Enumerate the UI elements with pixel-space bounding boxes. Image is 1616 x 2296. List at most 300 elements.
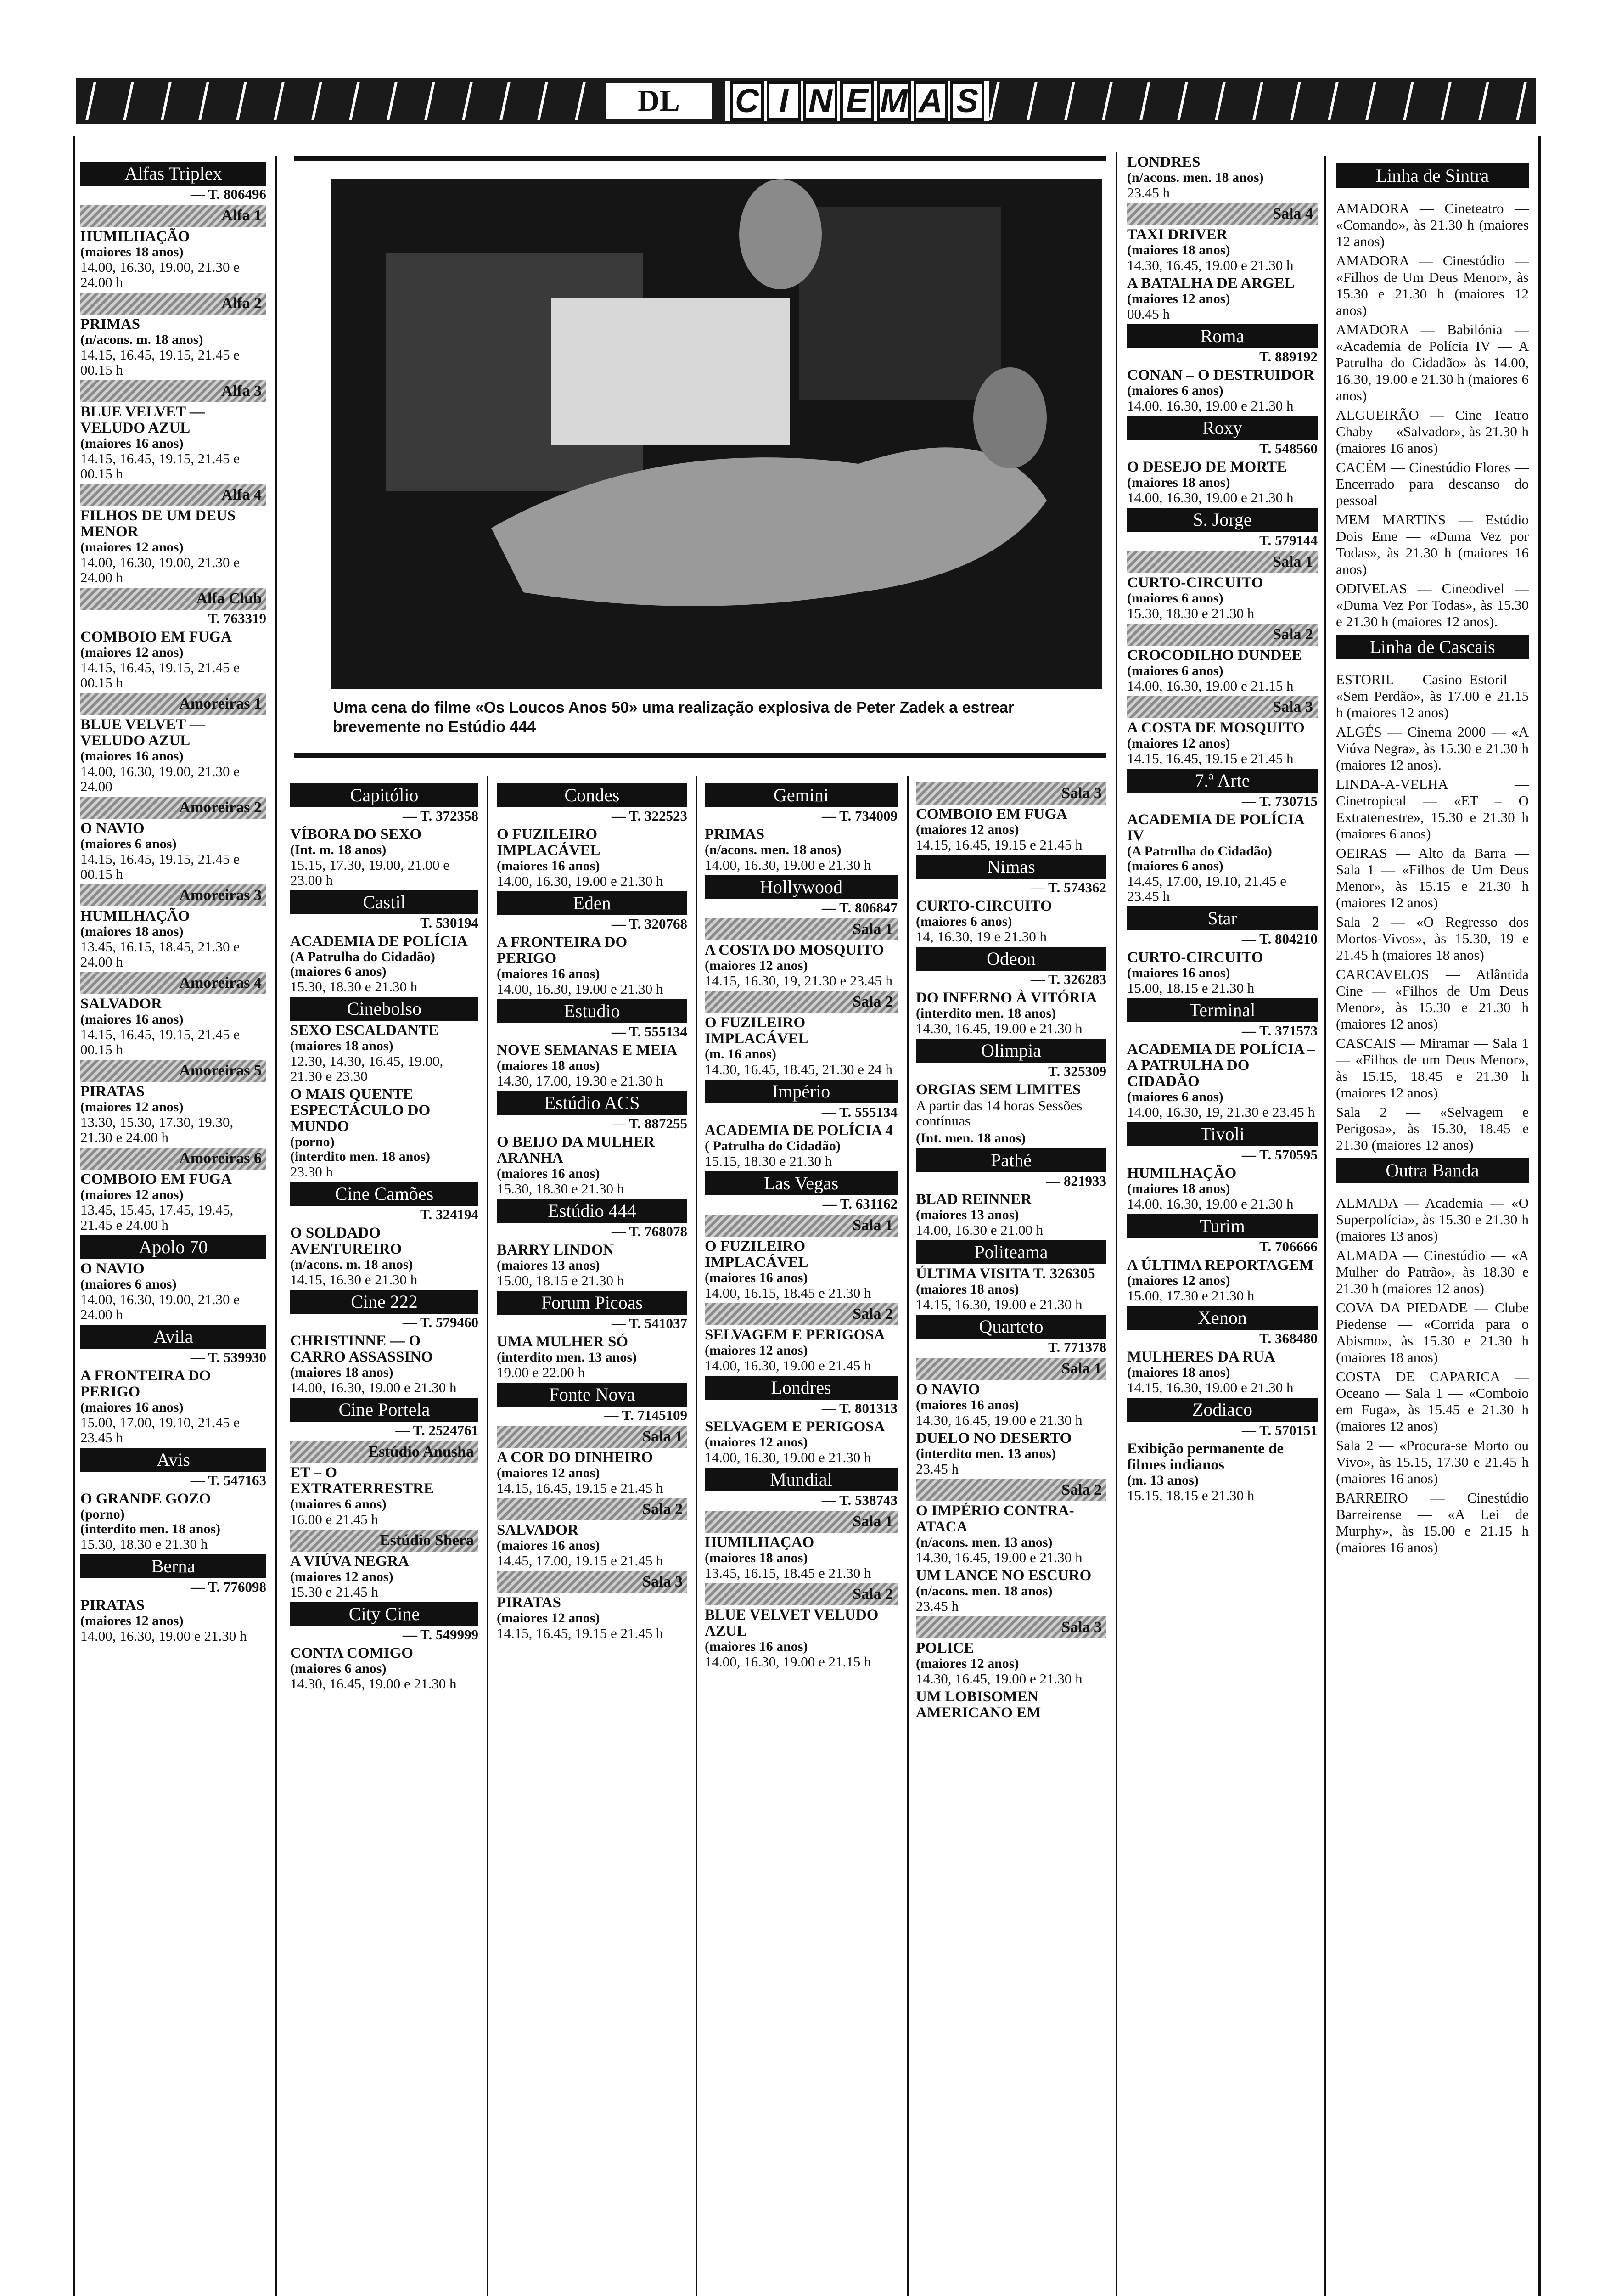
masthead-divider [1064,82,1075,120]
cinema-header: Tivoli [1127,1122,1318,1146]
region-listing: AMADORA — Cinestúdio — «Filhos de Um Deus Menor», às 15.30 e 21.30 h (maiores 12 anos) [1336,253,1529,318]
screen-header: Sala 1 [705,918,898,940]
age-rating: (porno) [80,1507,125,1522]
masthead-divider [1478,82,1489,120]
phone-number: — T. 372358 [402,808,478,824]
cinema-header: Estudio [497,999,687,1023]
masthead-divider [1516,82,1527,120]
phone-number: — T. 570151 [1241,1422,1318,1438]
film-title: UM LANCE NO ESCURO [916,1567,1092,1584]
showtimes: 13.45, 16.15, 18.45 e 21.30 h [705,1565,871,1581]
age-rating: (maiores 16 anos) [80,1012,184,1027]
age-rating: (maiores 12 anos) [80,1187,184,1202]
cinema-header: Avila [80,1325,266,1349]
showtimes: 14.00, 16.30, 19.00 e 21.30 h [1127,490,1294,506]
cinema-header: Império [705,1080,898,1103]
age-rating: (maiores 12 anos) [497,1465,600,1480]
showtimes: 16.00 e 21.45 h [290,1511,379,1527]
age-rating: (maiores 12 anos) [1127,291,1230,306]
film-title: A FRONTEIRA DO PERIGO [80,1367,211,1400]
age-rating: (maiores 16 anos) [497,1166,600,1181]
film-title: COMBOIO EM FUGA [916,806,1067,822]
showtimes: 14.15, 16.45, 19.15, 21.45 e 00.15 h [80,347,240,378]
age-rating: (maiores 16 anos) [497,966,600,981]
phone-number: — T. 2524761 [395,1422,478,1438]
region-listing: Sala 2 — «O Regresso dos Mortos-Vivos», às 15.30, 19 e 21.45 h (maiores 18 anos) [1336,914,1529,963]
showtimes: 14.00, 16.30, 19.00 e 21.30 h [497,873,663,889]
showtimes: 14.00, 16.30, 19.00 e 21.30 h [1127,1196,1294,1212]
cinema-header: Nimas [916,855,1106,879]
phone-number: T. 368480 [1259,1330,1318,1346]
age-rating: (maiores 18 anos) [1127,1365,1230,1380]
showtimes: 14.30, 16.45, 19.00 e 21.30 h [916,1020,1083,1036]
title-letter: I [767,81,801,121]
cinema-header: Cine Portela [290,1398,478,1422]
age-rating: (maiores 12 anos) [80,645,184,660]
masthead-divider [1139,82,1150,120]
age-rating: (maiores 16 anos) [80,748,184,764]
phone-number: — T. 547163 [190,1472,266,1488]
screen-header: Sala 2 [1127,624,1318,646]
cinema-header: 7.ª Arte [1127,769,1318,793]
screen-header: Sala 1 [705,1511,898,1533]
showtimes: 15.15, 18.30 e 21.30 h [705,1153,832,1169]
masthead-divider [236,82,247,120]
showtimes: 14.45, 17.00, 19.15 e 21.45 h [497,1553,663,1569]
phone-number: T. 763319 [208,610,266,626]
age-rating: (maiores 18 anos) [1127,1181,1230,1196]
film-title: PRIMAS [705,826,765,843]
film-still-illustration [331,179,1102,689]
cinema-header: Fonte Nova [497,1383,687,1407]
age-rating: (n/acons. men. 18 anos) [916,1583,1053,1598]
showtimes: 14.00, 16.30, 19.00 e 21.15 h [1127,678,1294,694]
age-rating: (maiores 6 anos) [916,914,1012,929]
title-letter: S [950,81,984,121]
screen-header: Amoreiras 4 [80,972,266,994]
phone-number: — T. 806847 [821,900,898,916]
showtimes: 15.30, 18.30 e 21.30 h [1127,605,1255,621]
phone-number: T. 771378 [1048,1339,1106,1355]
age-rating: (maiores 16 anos) [916,1397,1019,1412]
showtimes: A partir das 14 horas Sessões contínuas [916,1097,1083,1129]
phone-number: — T. 730715 [1241,793,1318,809]
showtimes: 14.15, 16.45, 19.15, 21.45 e 00.15 h [80,659,240,691]
showtimes: 12.30, 14.30, 16.45, 19.00, 21.30 e 23.30 [290,1053,443,1084]
film-title: ACADEMIA DE POLÍCIA IV [1127,811,1304,844]
showtimes: 14.30, 16.45, 19.00 e 21.30 h [916,1549,1083,1565]
masthead-divider [1365,82,1376,120]
showtimes: 13.45, 16.15, 18.45, 21.30 e 24.00 h [80,939,240,970]
column-rule [1116,152,1117,2296]
film-title: PRIMAS [80,316,140,332]
masthead-divider [198,82,209,120]
phone-number: — T. 801313 [821,1400,898,1416]
region-listing: CARCAVELOS — Atlântida Cine — «Filhos de Um Deus Menor», às 15.30 e 21.30 h (maiores 12 anos) [1336,966,1529,1032]
masthead-logo: DL [606,83,712,119]
showtimes: 14.00, 16.30, 19.00 e 21.30 h [1127,398,1294,414]
age-rating: (n/acons. men. 18 anos) [1127,170,1264,185]
showtimes: 13.30, 15.30, 17.30, 19.30, 21.30 e 24.00 h [80,1114,234,1145]
age-rating: (Int. m. 18 anos) [290,842,387,857]
film-title: A ÚLTIMA REPORTAGEM [1127,1257,1313,1273]
photo-bottom-rule [294,753,1106,758]
showtimes: 14.15, 16.30, 19, 21.30 e 23.45 h [705,973,893,989]
screen-header: Amoreiras 5 [80,1060,266,1082]
age-rating: (maiores 16 anos) [497,858,600,873]
phone-number: — T. 320768 [611,916,687,932]
age-rating: (maiores 16 anos) [705,1639,808,1654]
film-title: BLUE VELVET — VELUDO AZUL [80,404,205,436]
age-rating: (maiores 18 anos) [497,1058,600,1073]
film-title: O GRANDE GOZO [80,1491,211,1507]
frame-left [73,136,75,2296]
cinema-header: Odeon [916,947,1106,971]
film-title: PIRATAS [497,1594,561,1611]
cinema-header: S. Jorge [1127,508,1318,532]
film-title: BLUE VELVET VELUDO AZUL [705,1607,879,1639]
showtimes: 14.30, 16.45, 18.45, 21.30 e 24 h [705,1061,893,1077]
film-title: UM LOBISOMEN AMERICANO EM [916,1688,1041,1721]
film-title: Exibição permanente de filmes indianos [1127,1441,1284,1473]
film-title: ÚLTIMA VISITA T. 326305 [916,1266,1095,1282]
frame-right [1538,136,1541,2296]
region-listing: ALGUEIRÃO — Cine Teatro Chaby — «Salvador», às 21.30 h (maiores 16 anos) [1336,407,1529,456]
screen-header: Sala 4 [1127,203,1318,225]
age-rating: (n/acons. men. 18 anos) [705,842,842,857]
showtimes: 23.45 h [1127,185,1170,201]
photo-caption: Uma cena do filme «Os Loucos Anos 50» uma realização explosiva de Peter Zadek a estrear brevemente no Estúdio 444 [333,699,1015,736]
showtimes: 00.45 h [1127,306,1170,322]
age-rating: (maiores 6 anos) [80,1277,177,1292]
phone-number: — T. 326283 [1030,971,1106,987]
film-title: NOVE SEMANAS E MEIA [497,1042,678,1058]
masthead-divider [1177,82,1188,120]
showtimes: 14.00, 16.15, 18.45 e 21.30 h [705,1285,871,1301]
film-title: BLUE VELVET — VELUDO AZUL [80,716,205,749]
showtimes: 14.00, 16.30, 19.00, 21.30 e 24.00 [80,763,240,794]
showtimes: 14.15, 16.45, 19.15 e 21.45 h [1127,750,1294,766]
film-title: CURTO-CIRCUITO [1127,574,1263,591]
masthead-divider [85,82,96,120]
film-title: FILHOS DE UM DEUS MENOR [80,507,236,540]
phone-number: — T. 549999 [402,1626,478,1643]
film-title: SALVADOR [497,1522,578,1538]
age-rating: (maiores 18 anos) [916,1282,1019,1297]
masthead-divider [1290,82,1301,120]
title-letter: A [914,81,948,121]
screen-header: Alfa Club [80,588,266,610]
film-title: O FUZILEIRO IMPLACÁVEL [705,1014,808,1047]
phone-number: — T. 804210 [1241,931,1318,947]
showtimes: 15.00, 17.00, 19.10, 21.45 e 23.45 h [80,1414,240,1446]
cinema-header: Turim [1127,1214,1318,1238]
region-listing: MEM MARTINS — Estúdio Dois Eme — «Duma Vez por Todas», às 21.30 h (maiores 16 anos) [1336,512,1529,577]
cinema-header: Gemini [705,783,898,807]
masthead-divider [311,82,322,120]
film-title: O FUZILEIRO IMPLACÁVEL [705,1238,808,1271]
masthead-divider [1102,82,1113,120]
showtimes: 14.15, 16.45, 19.15 e 21.45 h [497,1480,663,1496]
showtimes: 14.00, 16.30, 19.00 e 21.30 h [705,1449,871,1465]
showtimes: 14.30, 16.45, 19.00 e 21.30 h [290,1676,457,1692]
screen-header: Alfa 1 [80,205,266,227]
masthead-divider [1441,82,1452,120]
region-listing: ALMADA — Cinestúdio — «A Mulher do Patrão», às 18.30 e 21.30 h (maiores 12 anos) [1336,1247,1529,1296]
showtimes: 15.00, 18.15 e 21.30 h [497,1272,624,1289]
showtimes: 14.15, 16.45, 19.15, 21.45 e 00.15 h [80,450,240,482]
showtimes: 14.00, 16.30, 19.00, 21.30 e 24.00 h [80,554,240,585]
showtimes: 14.00, 16.30 e 21.00 h [916,1222,1044,1238]
age-rating: (interdito men. 18 anos) [290,1149,430,1164]
cinema-header: Olimpia [916,1039,1106,1063]
screen-header: Sala 1 [497,1426,687,1448]
age-rating: (maiores 12 anos) [916,822,1019,837]
film-title: HUMILHAÇÃO [80,228,190,245]
film-title: PIRATAS [80,1083,145,1100]
cinema-header: City Cine [290,1602,478,1626]
phone-number: — T. 539930 [190,1349,266,1365]
showtimes: 14.30, 16.45, 19.00 e 21.30 h [916,1671,1083,1687]
cinema-header: Mundial [705,1468,898,1491]
screen-header: Sala 3 [497,1571,687,1593]
screen-header: Sala 3 [1127,696,1318,718]
region-listing: CACÉM — Cinestúdio Flores — Encerrado para descanso do pessoal [1336,459,1529,508]
film-title: O DESEJO DE MORTE [1127,459,1287,475]
cinema-header: Xenon [1127,1306,1318,1330]
film-title: LONDRES [1127,154,1201,170]
age-rating: (interdito men. 18 anos) [916,1006,1056,1021]
region-listing: BARREIRO — Cinestúdio Barreirense — «A Lei de Murphy», às 15.00 e 21.15 h (maiores 16 anos) [1336,1490,1529,1555]
listings-column-3 [497,781,687,1643]
film-title: SELVAGEM E PERIGOSA [705,1327,885,1343]
cinema-header: Estúdio ACS [497,1091,687,1115]
film-title: A COR DO DINHEIRO [497,1449,653,1466]
phone-number: — T. 538743 [821,1492,898,1508]
film-title: A BATALHA DE ARGEL [1127,275,1295,292]
cinema-header: Zodiaco [1127,1398,1318,1422]
film-title: ACADEMIA DE POLÍCIA [290,933,468,950]
cinema-header: Hollywood [705,875,898,899]
age-rating: (maiores 16 anos) [705,1270,808,1285]
film-title: O NAVIO [916,1381,980,1398]
age-rating: (m. 13 anos) [1127,1473,1199,1488]
cinema-header: Estúdio 444 [497,1199,687,1223]
phone-number: — T. 734009 [821,808,898,824]
masthead-divider [1027,82,1038,120]
masthead-divider [537,82,548,120]
showtimes: 14.00, 16.30, 19.00 e 21.15 h [705,1654,871,1670]
masthead-divider [1215,82,1226,120]
showtimes: 14.15, 16.45, 19.15, 21.45 e 00.15 h [80,1026,240,1058]
cinema-header: Politeama [916,1240,1106,1264]
age-rating: (maiores 6 anos) [1127,591,1223,606]
age-rating: (maiores 18 anos) [1127,242,1230,258]
cinema-header: Terminal [1127,998,1318,1022]
age-rating: (maiores 12 anos) [80,1099,184,1114]
age-rating: (maiores 16 anos) [1127,965,1230,980]
cinema-header: Cinebolso [290,997,478,1021]
film-title: ACADEMIA DE POLÍCIA 4 [705,1122,893,1139]
screen-header: Alfa 4 [80,484,266,506]
age-rating: (maiores 13 anos) [916,1207,1019,1222]
title-letter: C [730,81,764,121]
screen-header: Sala 1 [916,1358,1106,1380]
region-listing: OEIRAS — Alto da Barra — Sala 1 — «Filhos de Um Deus Menor», às 15.15 e 21.30 h (maiores 12 anos) [1336,845,1529,911]
region-header: Linha de Sintra [1336,163,1529,188]
region-header: Outra Banda [1336,1158,1529,1183]
phone-number: — T. 631162 [822,1196,898,1212]
cinema-header: Capitólio [290,783,478,807]
cinema-header: Roma [1127,324,1318,348]
column-rule [1324,156,1326,2296]
cinema-header: Alfas Triplex [80,162,266,186]
film-title: CHRISTINNE — O CARRO ASSASSINO [290,1333,433,1365]
showtimes: 15.00, 18.15 e 21.30 h [1127,980,1255,996]
showtimes: 14.00, 16.30, 19.00 e 21.30 h [290,1379,457,1396]
film-title: POLICE [916,1640,974,1656]
film-title: O FUZILEIRO IMPLACÁVEL [497,826,600,859]
phone-number: — T. 541037 [611,1315,687,1331]
age-rating: (interdito men. 13 anos) [916,1446,1056,1461]
film-title: UMA MULHER SÓ [497,1334,628,1350]
region-listing: ALMADA — Academia — «O Superpolícia», às 15.30 e 21.30 h (maiores 13 anos) [1336,1195,1529,1244]
showtimes: 14.45, 17.00, 19.10, 21.45 e 23.45 h [1127,873,1287,904]
age-rating: (maiores 6 anos) [290,1661,387,1676]
screen-header: Sala 3 [916,1616,1106,1638]
film-title: ACADEMIA DE POLÍCIA – A PATRULHA DO CIDADÃO [1127,1041,1315,1090]
showtimes: 14.00, 16.30, 19.00 e 21.30 h [705,857,871,873]
phone-number: — T. 776098 [190,1579,266,1595]
showtimes: 14.15, 16.45, 19.15 e 21.45 h [916,837,1083,853]
age-rating: (maiores 18 anos) [1127,475,1230,490]
film-title: O MAIS QUENTE ESPECTÁCULO DO MUNDO [290,1086,431,1135]
screen-header: Amoreiras 1 [80,693,266,715]
film-title: DUELO NO DESERTO [916,1430,1072,1446]
age-rating: (porno) [290,1134,335,1149]
phone-number: — T. 555134 [611,1024,687,1040]
showtimes: 14.30, 16.45, 19.00 e 21.30 h [916,1412,1083,1428]
age-rating: (maiores 6 anos) [1127,1089,1223,1104]
listings-column-6 [1127,152,1318,1506]
column-rule [907,776,909,2296]
screen-header: Sala 2 [497,1498,687,1520]
showtimes: 14.30, 16.45, 19.00 e 21.30 h [1127,257,1294,273]
listings-column-1 [80,159,266,1646]
screen-header: Sala 3 [916,782,1106,805]
film-title: A COSTA DE MOSQUITO [1127,720,1305,736]
showtimes: 14.00, 16.30, 19.00, 21.30 e 24.00 h [80,259,240,290]
cinema-header: Forum Picoas [497,1291,687,1315]
cinema-header: Berna [80,1554,266,1578]
phone-number: — T. 7145109 [604,1407,687,1423]
masthead-divider [989,82,1000,120]
masthead-divider [1403,82,1414,120]
showtimes: 14.00, 16.30, 19.00 e 21.30 h [497,981,663,997]
region-listing: Sala 2 — «Selvagem e Perigosa», às 15.30, 18.45 e 21.30 (maiores 12 anos) [1336,1104,1529,1153]
age-rating: (A Patrulha do Cidadão) [290,949,435,964]
masthead-divider [424,82,435,120]
age-rating: (maiores 12 anos) [80,540,184,555]
film-title: VÍBORA DO SEXO [290,826,422,843]
masthead-divider [1252,82,1263,120]
age-rating: (n/acons. m. 18 anos) [80,332,203,347]
film-still-photo [331,179,1102,689]
masthead-divider [462,82,473,120]
region-listing: ESTORIL — Casino Estoril — «Sem Perdão», às 17.00 e 21.15 h (maiores 12 anos) [1336,671,1529,720]
showtimes: 14.00, 16.30, 19.00, 21.30 e 24.00 h [80,1291,240,1322]
age-rating: (maiores 18 anos) [290,1038,393,1053]
age-rating: (maiores 16 anos) [80,436,184,451]
film-title: COMBOIO EM FUGA [80,1171,232,1187]
phone-number: — T. 768078 [611,1223,687,1239]
screen-header: Sala 2 [705,1303,898,1325]
age-rating: (maiores 6 anos) [290,964,387,979]
age-rating: (A Patrulha do Cidadão) [1127,844,1272,859]
cinema-header: Condes [497,783,687,807]
age-rating: (maiores 12 anos) [916,1656,1019,1671]
film-title: O SOLDADO AVENTUREIRO [290,1225,402,1257]
showtimes: 15.15, 17.30, 19.00, 21.00 e 23.00 h [290,857,450,888]
film-title: CURTO-CIRCUITO [916,898,1052,914]
phone-number: T. 579144 [1259,532,1318,548]
phone-number: — T. 555134 [821,1104,898,1120]
film-title: HUMILHAÇAO [705,1534,814,1551]
film-title: O IMPÉRIO CONTRA-ATACA [916,1503,1074,1535]
age-rating: (maiores 18 anos) [80,924,184,939]
age-rating: (maiores 6 anos) [290,1497,387,1512]
cinema-header: Londres [705,1376,898,1400]
phone-number: T. 325309 [1048,1063,1106,1079]
screen-header: Amoreiras 3 [80,884,266,906]
screen-header: Estúdio Shera [290,1530,478,1552]
screen-header: Sala 1 [705,1215,898,1237]
age-rating: (maiores 12 anos) [290,1569,393,1584]
cinema-header: Castil [290,890,478,914]
listings-column-regions [1336,159,1529,1559]
age-rating: (maiores 13 anos) [497,1258,600,1273]
film-title: DO INFERNO À VITÓRIA [916,990,1097,1006]
showtimes: 14.00, 16.30, 19.00 e 21.30 h [80,1628,247,1644]
photo-top-rule [294,156,1106,161]
age-rating: (maiores 6 anos) [80,836,177,851]
phone-number: T. 548560 [1259,440,1318,456]
film-title: BARRY LINDON [497,1242,614,1258]
age-rating: (m. 16 anos) [705,1047,776,1062]
region-listing: Sala 2 — «Procura-se Morto ou Vivo», às 15.15, 17.30 e 21.45 h (maiores 16 anos) [1336,1437,1529,1486]
film-title: A FRONTEIRA DO PERIGO [497,934,628,967]
column-rule [275,156,277,2296]
age-rating: (n/acons. m. 18 anos) [290,1257,413,1272]
showtimes: 13.45, 15.45, 17.45, 19.45, 21.45 e 24.00 h [80,1202,234,1233]
age-rating: (maiores 6 anos) [1127,858,1223,873]
masthead-divider [123,82,134,120]
showtimes: 15.30 e 21.45 h [290,1584,379,1600]
film-title: PIRATAS [80,1597,145,1614]
age-rating: (maiores 18 anos) [80,244,184,259]
showtimes: 14.30, 17.00, 19.30 e 21.30 h [497,1073,663,1089]
masthead-divider [274,82,285,120]
phone-number: — T. 322523 [611,808,687,824]
showtimes: 14, 16.30, 19 e 21.30 h [916,929,1047,945]
screen-header: Alfa 3 [80,380,266,402]
film-title: O BEIJO DA MULHER ARANHA [497,1134,655,1166]
age-rating: (maiores 12 anos) [80,1613,184,1628]
showtimes: 15.00, 17.30 e 21.30 h [1127,1288,1255,1304]
age-rating: (maiores 18 anos) [705,1550,808,1565]
age-rating: (interdito men. 18 anos) [80,1521,220,1536]
cinema-header: Apolo 70 [80,1235,266,1259]
